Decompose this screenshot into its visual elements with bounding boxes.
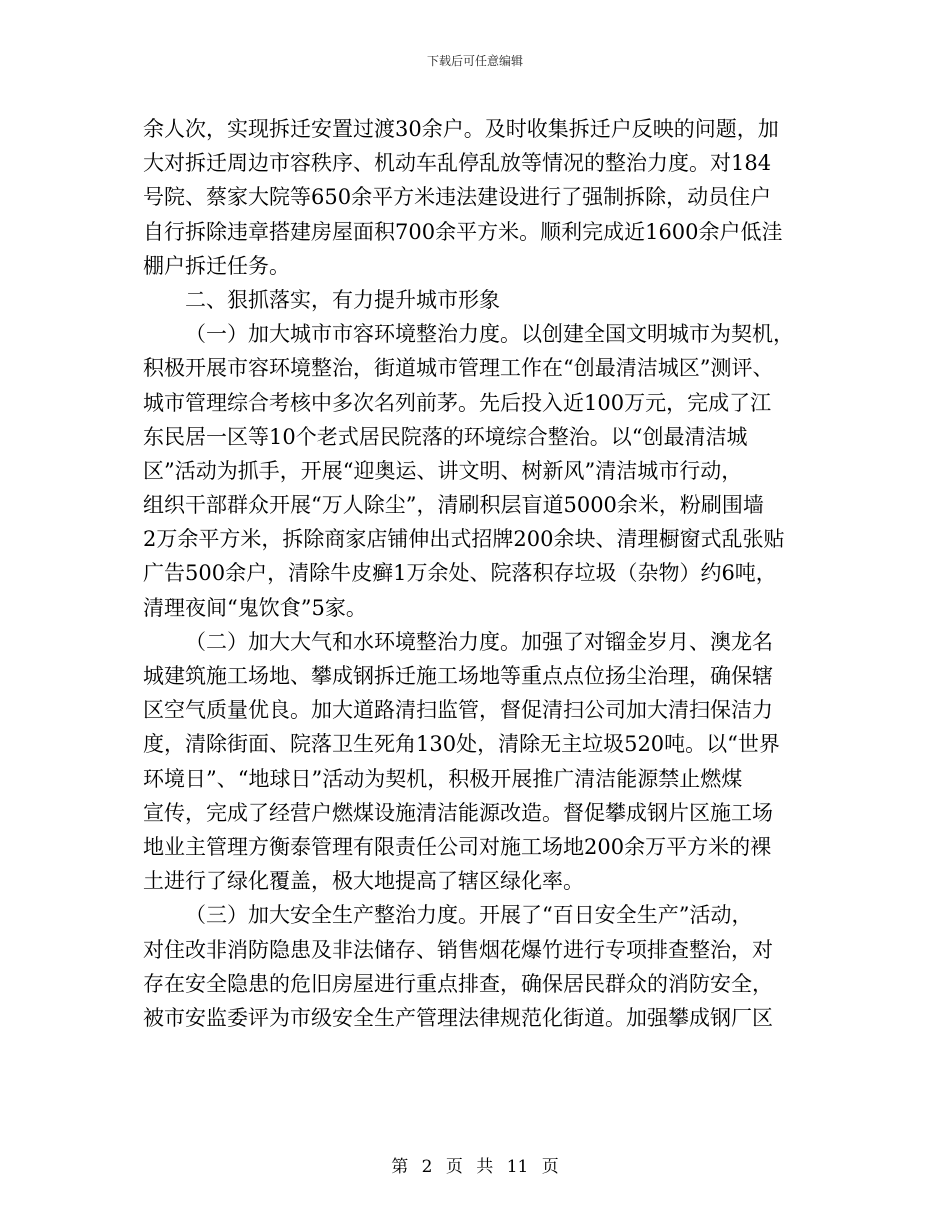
- text-line: 城市管理综合考核中多次名列前茅。先后投入近100万元，完成了江: [143, 390, 772, 415]
- text-line: 清理夜间“鬼饮食”5家。: [143, 595, 367, 620]
- text-line: 存在安全隐患的危旧房屋进行重点排查，确保居民群众的消防安全，: [143, 971, 773, 996]
- text-line: 度，清除街面、院落卫生死角130处，清除无主垃圾520吨。以“世界: [143, 732, 780, 757]
- text-line: 被市安监委评为市级安全生产管理法律规范化街道。加强攀成钢厂区: [143, 1005, 773, 1030]
- text-line: 棚户拆迁任务。: [143, 253, 290, 278]
- body-text: [143, 112, 815, 1035]
- text-line: 自行拆除违章搭建房屋面积700余平方米。顺利完成近1600余户低洼: [143, 219, 783, 244]
- text-line: 东民居一区等10个老式居民院落的环境综合整治。以“创最清洁城: [143, 424, 748, 449]
- text-line: 积极开展市容环境整治，街道城市管理工作在“创最清洁城区”测评、: [143, 356, 774, 381]
- text-line: 广告500余户，清除牛皮癣1万余处、院落积存垃圾（杂物）约6吨，: [143, 561, 777, 586]
- text-line: 区空气质量优良。加大道路清扫监管，督促清扫公司加大清扫保洁力: [143, 698, 773, 723]
- text-line: 余人次，实现拆迁安置过渡30余户。及时收集拆迁户反映的问题，加: [143, 117, 779, 141]
- section-heading: 二、狠抓落实，有力提升城市形象: [185, 287, 500, 312]
- text-line: 地业主管理方衡泰管理有限责任公司对施工场地200余万平方米的裸: [143, 834, 772, 859]
- page-number-footer: 第 2 页 共 11 页: [391, 1157, 559, 1177]
- paragraph-start: （二）加大大气和水环境整治力度。加强了对镏金岁月、澳龙名: [185, 629, 773, 654]
- text-line: 土进行了绿化覆盖，极大地提高了辖区绿化率。: [143, 869, 584, 894]
- text-line: 对住改非消防隐患及非法储存、销售烟花爆竹进行专项排查整治，对: [143, 937, 773, 962]
- text-line: 宣传，完成了经营户燃煤设施清洁能源改造。督促攀成钢片区施工场: [143, 800, 773, 825]
- paragraph-start: （三）加大安全生产整治力度。开展了“百日安全生产”活动，: [185, 903, 753, 928]
- text-line: 号院、蔡家大院等650余平方米违法建设进行了强制拆除，动员住户: [143, 185, 772, 210]
- text-line: 城建筑施工场地、攀成钢拆迁施工场地等重点点位扬尘治理，确保辖: [143, 664, 773, 688]
- paragraph-start: （一）加大城市市容环境整治力度。以创建全国文明城市为契机，: [185, 322, 794, 347]
- text-line: 区”活动为抓手，开展“迎奥运、讲文明、树新风”清洁城市行动，: [143, 458, 743, 483]
- text-line: 环境日”、“地球日”活动为契机，积极开展推广清洁能源禁止燃煤: [143, 766, 743, 791]
- text-line: 大对拆迁周边市容秩序、机动车乱停乱放等情况的整治力度。对184: [143, 151, 772, 176]
- page-header: 下载后可任意编辑: [426, 54, 523, 68]
- text-line: 组织干部群众开展“万人除尘”，清刷积层盲道5000余米，粉刷围墙: [143, 493, 764, 518]
- text-line: 2万余平方米，拆除商家店铺伸出式招牌200余块、清理橱窗式乱张贴: [143, 527, 785, 552]
